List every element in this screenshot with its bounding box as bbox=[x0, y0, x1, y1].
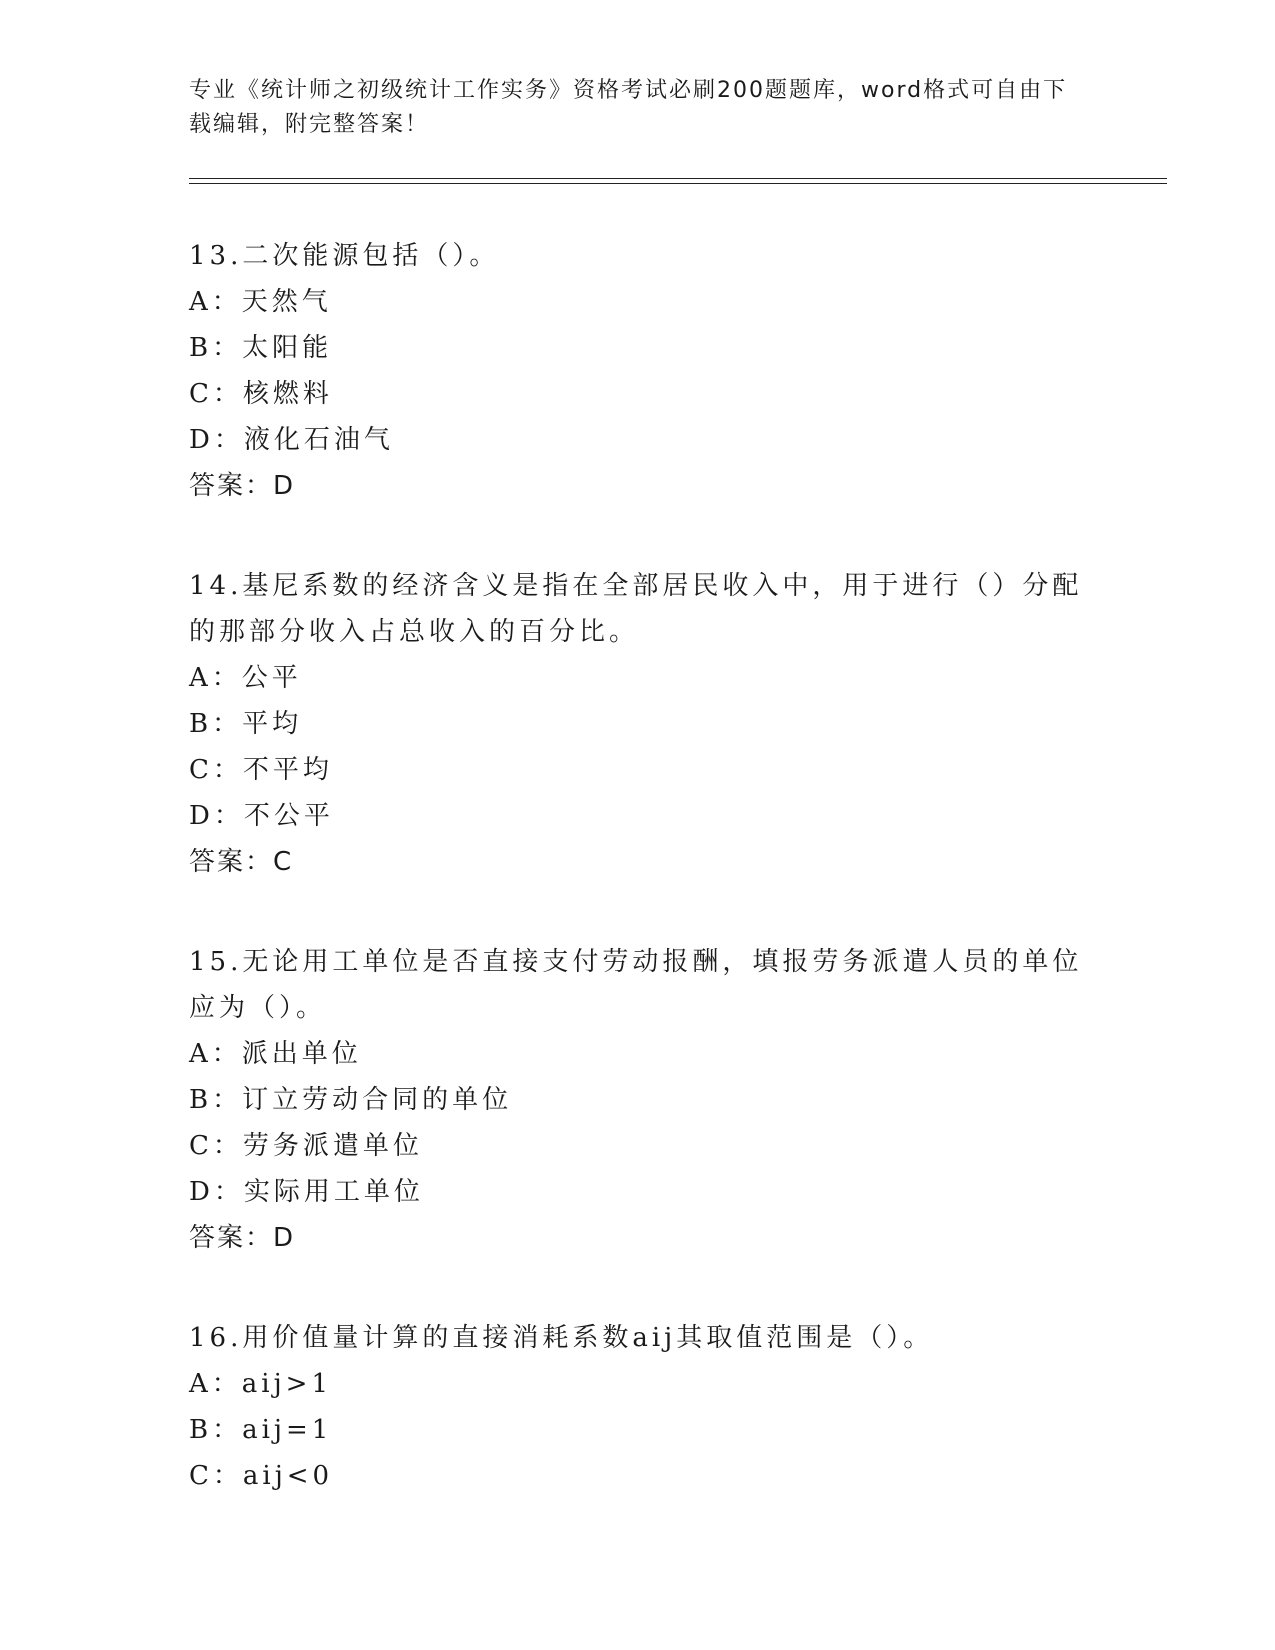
option-d: D：不公平 bbox=[189, 801, 334, 831]
option-c: C：劳务派遣单位 bbox=[189, 1131, 423, 1161]
option-a: A：天然气 bbox=[189, 287, 332, 317]
question-16 bbox=[189, 1315, 1109, 1499]
question-14 bbox=[189, 563, 1109, 885]
document-header: 专业《统计师之初级统计工作实务》资格考试必刷200题题库，word格式可自由下载编辑，附完整答案！ bbox=[189, 78, 1068, 137]
option-d: D：液化石油气 bbox=[189, 425, 394, 455]
header-rule-bottom bbox=[189, 183, 1167, 184]
option-a: A：aij>1 bbox=[189, 1369, 332, 1399]
option-a: A：公平 bbox=[189, 663, 302, 693]
answer-line: 答案：D bbox=[189, 1223, 296, 1253]
option-c: C：aij<0 bbox=[189, 1461, 334, 1491]
question-stem: 16.用价值量计算的直接消耗系数aij其取值范围是（）。 bbox=[189, 1323, 934, 1353]
option-b: B：订立劳动合同的单位 bbox=[189, 1085, 513, 1115]
answer-line: 答案：C bbox=[189, 847, 294, 877]
header-rule-top bbox=[189, 178, 1167, 179]
question-13 bbox=[189, 233, 1109, 509]
option-c: C：不平均 bbox=[189, 755, 333, 785]
question-list bbox=[189, 233, 1109, 1553]
question-stem: 15.无论用工单位是否直接支付劳动报酬，填报劳务派遣人员的单位应为（）。 bbox=[189, 947, 1083, 1023]
option-d: D：实际用工单位 bbox=[189, 1177, 424, 1207]
option-c: C：核燃料 bbox=[189, 379, 333, 409]
option-b: B：aij=1 bbox=[189, 1415, 333, 1445]
question-stem: 14.基尼系数的经济含义是指在全部居民收入中，用于进行（）分配的那部分收入占总收入的百分比。 bbox=[189, 571, 1083, 647]
question-stem: 13.二次能源包括（）。 bbox=[189, 241, 500, 271]
option-a: A：派出单位 bbox=[189, 1039, 362, 1069]
option-b: B：平均 bbox=[189, 709, 303, 739]
question-15 bbox=[189, 939, 1109, 1261]
option-b: B：太阳能 bbox=[189, 333, 333, 363]
answer-line: 答案：D bbox=[189, 471, 296, 501]
